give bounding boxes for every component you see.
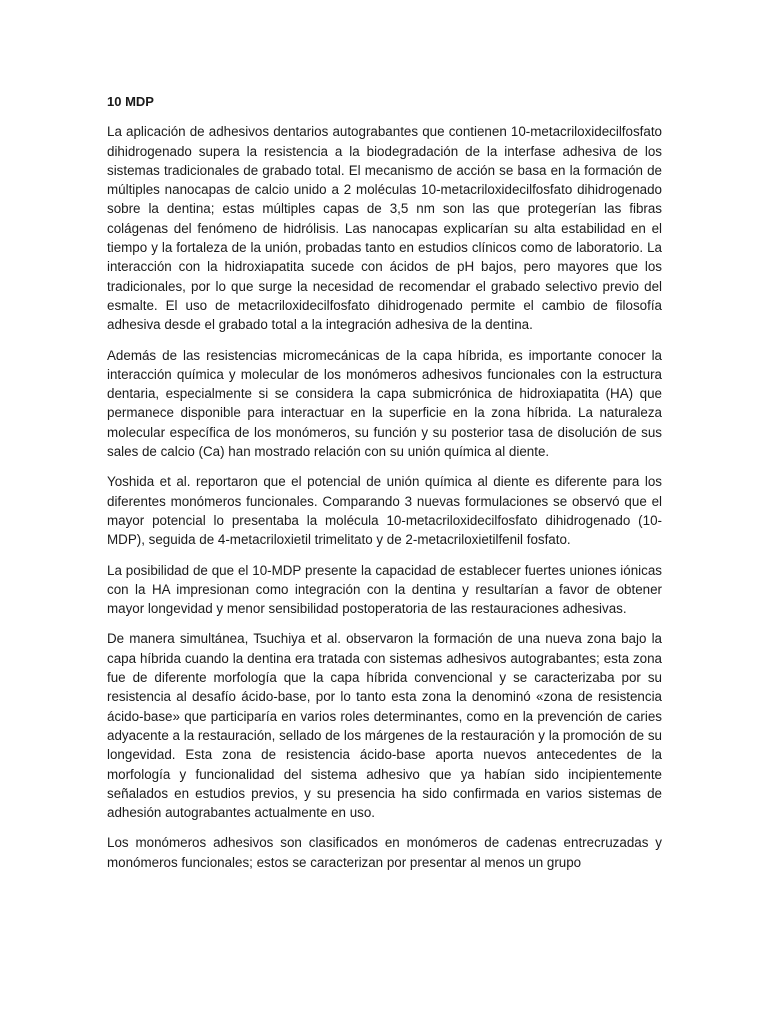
document-body: [107, 92, 662, 883]
paragraph-2: Además de las resistencias micromecánicas de la capa híbrida, es importante conocer la interacción química y molecular de los monómeros adhesivos funcionales con la estructura dentaria, especialmente si se considera la capa submicrónica de hidroxiapatita (HA) que permanece disponible para interactuar en la superficie en la zona híbrida. La naturaleza molecular específica de los monómeros, su función y su posterior tasa de disolución de sus sales de calcio (Ca) han mostrado relación con su unión química al diente.: [107, 347, 662, 460]
paragraph-3: Yoshida et al. reportaron que el potencial de unión química al diente es diferente para los diferentes monómeros funcionales. Comparando 3 nuevas formulaciones se observó que el mayor potencial lo presentaba la molécula 10-metacriloxidecilfosfato dihidrogenado (10-MDP), seguida de 4-metacriloxietil trimelitato y de 2-metacriloxietilfenil fosfato.: [107, 474, 662, 548]
paragraph-6: Los monómeros adhesivos son clasificados en monómeros de cadenas entrecruzadas y monómeros funcionales; estos se caracterizan por presentar al menos un grupo: [107, 835, 662, 870]
paragraph-5: De manera simultánea, Tsuchiya et al. observaron la formación de una nueva zona bajo la capa híbrida cuando la dentina era tratada con sistemas adhesivos autograbantes; esta zona fue de diferente morfología que la capa híbrida convencional y se caracterizaba por su resistencia al desafío ácido-base, por lo tanto esta zona la denominó «zona de resistencia ácido-base» que participaría en varios roles determinantes, como en la prevención de caries adyacente a la restauración, sellado de los márgenes de la restauración y la promoción de su longevidad. Esta zona de resistencia ácido-base aporta nuevos antecedentes de la morfología y funcionalidad del sistema adhesivo que ya habían sido incipientemente señalados en estudios previos, y su presencia ha sido confirmada en varios sistemas de adhesión autograbantes actualmente en uso.: [107, 631, 662, 821]
section-heading: 10 MDP: [107, 94, 154, 109]
paragraph-1: La aplicación de adhesivos dentarios autograbantes que contienen 10-metacriloxidecilfosfato dihidrogenado supera la resistencia a la biodegradación de la interfase adhesiva de los sistemas tradicionales de grabado total. El mecanismo de acción se basa en la formación de múltiples nanocapas de calcio unido a 2 moléculas 10-metacriloxidecilfosfato dihidrogenado sobre la dentina; estas múltiples capas de 3,5 nm son las que protegerían las fibras colágenas del fenómeno de hidrólisis. Las nanocapas explicarían su alta estabilidad en el tiempo y la fortaleza de la unión, probadas tanto en estudios clínicos como de laboratorio. La interacción con la hidroxiapatita sucede con ácidos de pH bajos, pero mayores que los tradicionales, por lo que surge la necesidad de recomendar el grabado selectivo previo del esmalte. El uso de metacriloxidecilfosfato dihidrogenado permite el cambio de filosofía adhesiva desde el grabado total a la integración adhesiva de la dentina.: [107, 124, 662, 333]
paragraph-4: La posibilidad de que el 10-MDP presente la capacidad de establecer fuertes uniones iónicas con la HA impresionan como integración con la dentina y resultarían a favor de obtener mayor longevidad y menor sensibilidad postoperatoria de las restauraciones adhesivas.: [107, 562, 662, 617]
